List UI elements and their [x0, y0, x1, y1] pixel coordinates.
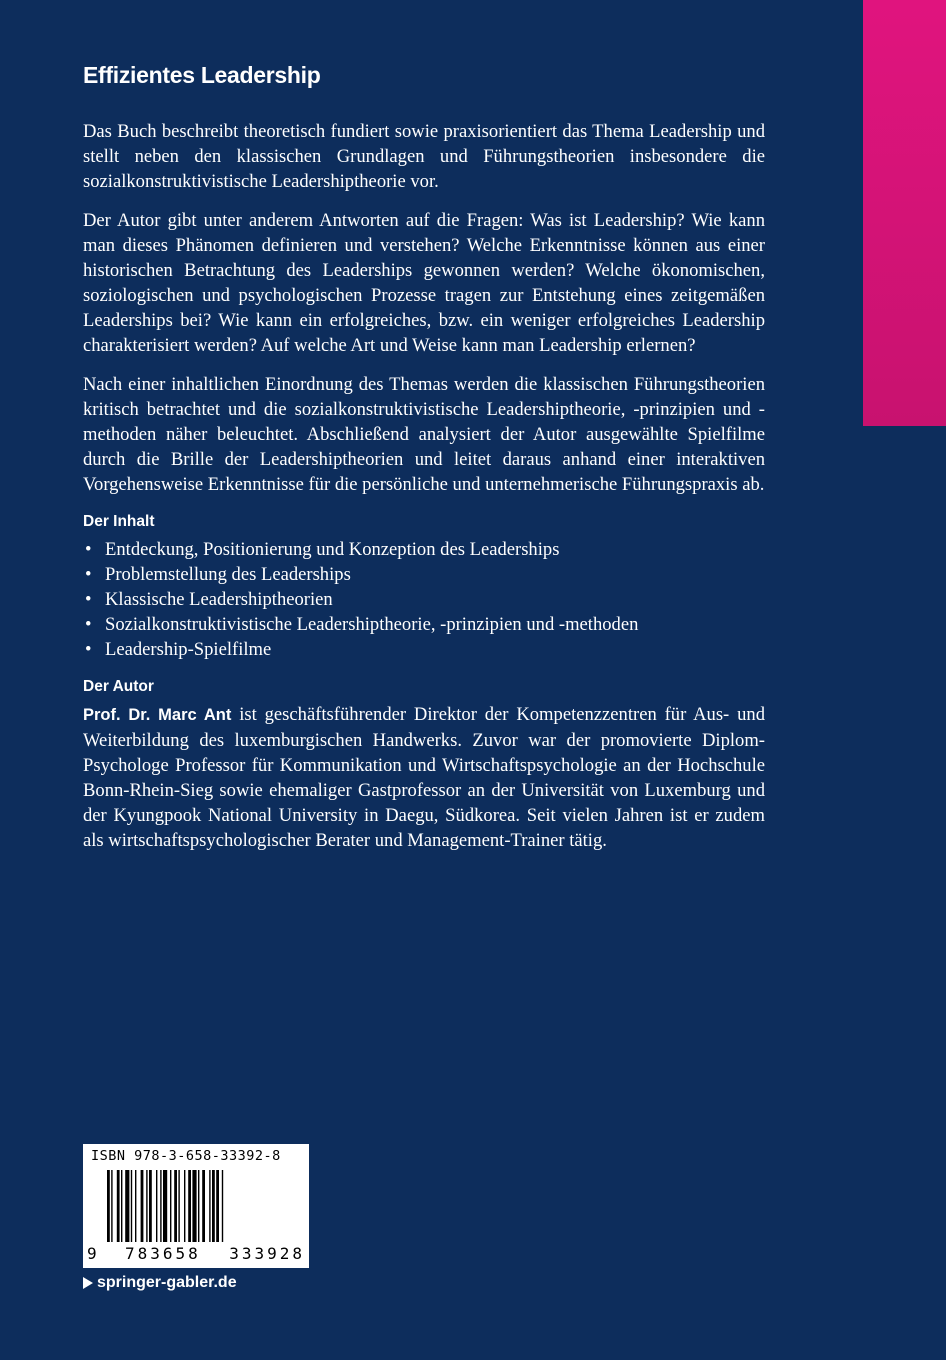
author-name: Prof. Dr. Marc Ant — [83, 706, 232, 724]
contents-item: • Klassische Leadershiptheorien — [85, 589, 333, 610]
isbn-number: ISBN 978-3-658-33392-8 — [91, 1148, 281, 1164]
contents-item: • Problemstellung des Leaderships — [85, 564, 351, 585]
book-title: Effizientes Leadership — [83, 62, 321, 88]
barcode-digits — [87, 1244, 305, 1263]
contents-list — [83, 537, 765, 662]
bullet-icon: • — [85, 589, 92, 610]
bullet-icon: • — [85, 614, 92, 635]
contents-heading: Der Inhalt — [83, 513, 155, 530]
bullet-icon: • — [85, 639, 92, 660]
description-paragraph-2: Der Autor gibt unter anderem Antworten auf die Fragen: Was ist Leadership? Wie kann man dieses Phänomen definieren und verstehen? Welche Erkenntnisse können aus einer historischen Betrachtung des Leaderships gewonnen werden? Welche ökonomischen, soziologischen und psychologischen Prozesse tragen zur Entstehung eines zeitgemäßen Leaderships bei? Wie kann ein erfolgreiches, bzw. ein weniger erfolgreiches Leadership charakterisiert werden? Auf welche Art und Weise kann man Leadership erlernen? — [83, 210, 765, 356]
magenta-accent-bar — [863, 0, 946, 426]
bullet-icon: • — [85, 539, 92, 560]
description-paragraph-3: Nach einer inhaltlichen Einordnung des Themas werden die klassischen Führungstheorien kritisch betrachtet und die sozialkonstruktivistische Leadershiptheorie, -prinzipien und -methoden näher beleuchtet. Abschließend analysiert der Autor ausgewählte Spielfilme durch die Brille der Leadershiptheorien und leitet daraus anhand einer interaktiven Vorgehensweise Erkenntnisse für die persönliche und unternehmerische Führungspraxis ab. — [83, 374, 765, 495]
barcode-digit-group: 333928 — [229, 1244, 305, 1263]
barcode-digit-group: 783658 — [125, 1244, 201, 1263]
barcode-bars — [107, 1170, 287, 1242]
author-heading: Der Autor — [83, 678, 154, 695]
author-bio — [83, 702, 765, 853]
bullet-icon: • — [85, 564, 92, 585]
author-bio-text: ist geschäftsführender Direktor der Kompetenzzentren für Aus- und Weiterbildung des luxemburgischen Handwerks. Zuvor war der promovierte Diplom-Psychologe Professor für Kommunikation und Wirtschaftspsychologie an der Hochschule Bonn-Rhein-Sieg sowie ehemaliger Gastprofessor an der Universität von Luxemburg und der Kyungpook National University in Daegu, Südkorea. Seit vielen Jahren ist er zudem als wirtschaftspsychologischer Berater und Management-Trainer tätig. — [83, 704, 765, 851]
contents-item: • Entdeckung, Positionierung und Konzeption des Leaderships — [85, 539, 560, 560]
isbn-barcode — [83, 1144, 309, 1268]
description-paragraph-1: Das Buch beschreibt theoretisch fundiert sowie praxisorientiert das Thema Leadership und stellt neben den klassischen Grundlagen und Führungstheorien insbesondere die sozialkonstruktivistische Leadershiptheorie vor. — [83, 121, 765, 192]
publisher-url: springer-gabler.de — [97, 1274, 237, 1291]
back-cover-text — [83, 62, 765, 867]
contents-item: • Leadership-Spielfilme — [85, 639, 272, 660]
arrow-right-icon — [83, 1277, 93, 1289]
barcode-digit-group: 9 — [87, 1244, 97, 1263]
publisher-link[interactable] — [83, 1274, 237, 1292]
contents-item: • Sozialkonstruktivistische Leadershiptheorie, -prinzipien und -methoden — [85, 614, 639, 635]
